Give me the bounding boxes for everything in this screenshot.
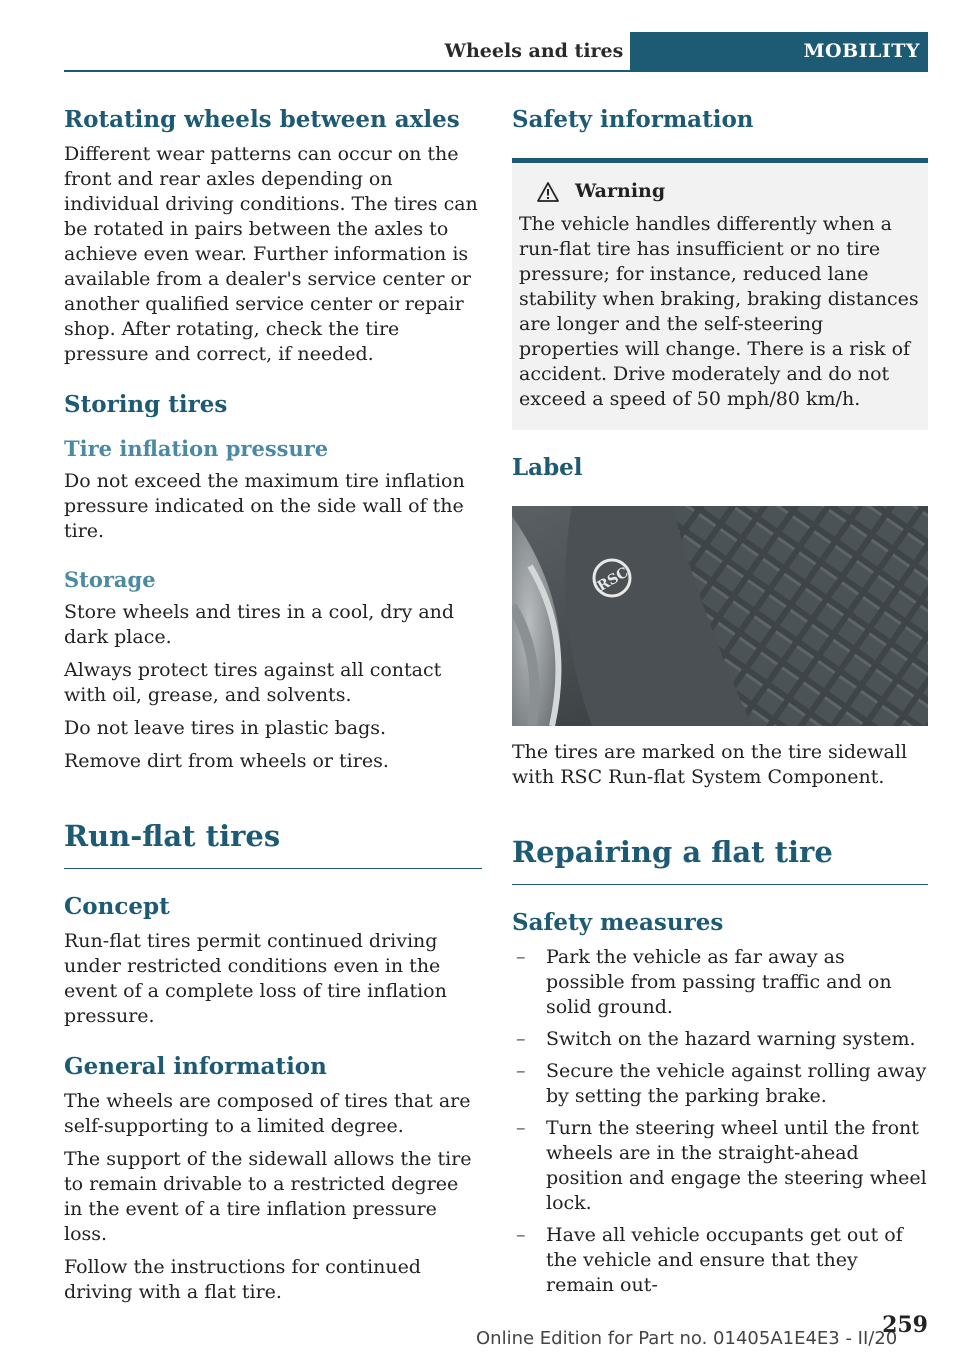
runflat-chapter-heading: Run-flat tires <box>64 819 281 853</box>
storing-heading: Storing tires <box>64 391 228 418</box>
storage-text-4: Remove dirt from wheels or tires. <box>64 750 389 772</box>
label-caption: The tires are marked on the tire sidewall with RSC Run-flat System Component. <box>512 741 908 788</box>
storage-text-1: Store wheels and tires in a cool, dry and dark place. <box>64 601 455 648</box>
page-number: 259 <box>882 1312 928 1338</box>
header-chapter-tab: MOBILITY <box>630 32 928 70</box>
tire-sidewall-photo <box>512 506 928 726</box>
storage-heading: Storage <box>64 567 156 592</box>
footer-edition: Online Edition for Part no. 01405A1E4E3 - II/20 <box>476 1328 898 1349</box>
right-column <box>512 104 928 1305</box>
general-heading: General information <box>64 1053 327 1080</box>
storage-text-2: Always protect tires against all contact with oil, grease, and solvents. <box>64 659 442 706</box>
label-heading: Label <box>512 454 583 481</box>
warning-box <box>512 158 928 430</box>
warning-label: Warning <box>575 180 666 202</box>
header-section-title: Wheels and tires <box>444 40 624 62</box>
storage-text-3: Do not leave tires in plastic bags. <box>64 717 387 739</box>
header-rule <box>64 70 928 72</box>
measures-list <box>512 945 928 1298</box>
general-text-2: The support of the sidewall allows the tire to remain drivable to a restricted degree in the event of a tire inflation pressure loss. <box>64 1148 472 1245</box>
left-column <box>64 104 482 1313</box>
warning-header <box>519 179 920 204</box>
list-item: – Turn the steering wheel until the front wheels are in the straight-ahead position and engage the steering wheel lock. <box>512 1116 928 1216</box>
concept-heading: Concept <box>64 893 170 920</box>
general-text-1: The wheels are composed of tires that are self-supporting to a limited degree. <box>64 1090 471 1137</box>
rotating-heading: Rotating wheels between axles <box>64 106 460 133</box>
rsc-logo-text: RSC <box>594 564 632 595</box>
list-item: – Park the vehicle as far away as possible from passing traffic and on solid ground. <box>512 945 928 1020</box>
list-item: – Have all vehicle occupants get out of the vehicle and ensure that they remain out- <box>512 1223 928 1298</box>
repair-rule <box>512 884 928 885</box>
warning-triangle-icon <box>537 182 559 202</box>
general-text-3: Follow the instructions for continued driving with a flat tire. <box>64 1256 421 1303</box>
safety-heading: Safety information <box>512 106 754 133</box>
rotating-text: Different wear patterns can occur on the front and rear axles depending on individual driving conditions. The tires can be rotated in pairs between the axles to achieve even wear. Further information is available from a dealer's service center or another qualified service center or repair shop. After rotating, check the tire pressure and correct, if needed. <box>64 143 478 365</box>
pressure-heading: Tire inflation pressure <box>64 436 329 461</box>
repair-chapter-heading: Repairing a flat tire <box>512 835 833 869</box>
concept-text: Run-flat tires permit continued driving under restricted conditions even in the event of a complete loss of tire inflation pressure. <box>64 930 447 1027</box>
measures-heading: Safety measures <box>512 909 724 936</box>
list-item: – Switch on the hazard warning system. <box>512 1027 928 1052</box>
list-item: – Secure the vehicle against rolling away by setting the parking brake. <box>512 1059 928 1109</box>
warning-text: The vehicle handles differently when a run-flat tire has insufficient or no tire pressure; for instance, reduced lane stability when braking, braking distances are longer and the self-steering properties will change. There is a risk of accident. Drive moderately and do not exceed a speed of 50 mph/80 km/h. <box>519 213 919 410</box>
runflat-rule <box>64 868 482 869</box>
pressure-text: Do not exceed the maximum tire inflation pressure indicated on the side wall of the tire. <box>64 470 465 542</box>
